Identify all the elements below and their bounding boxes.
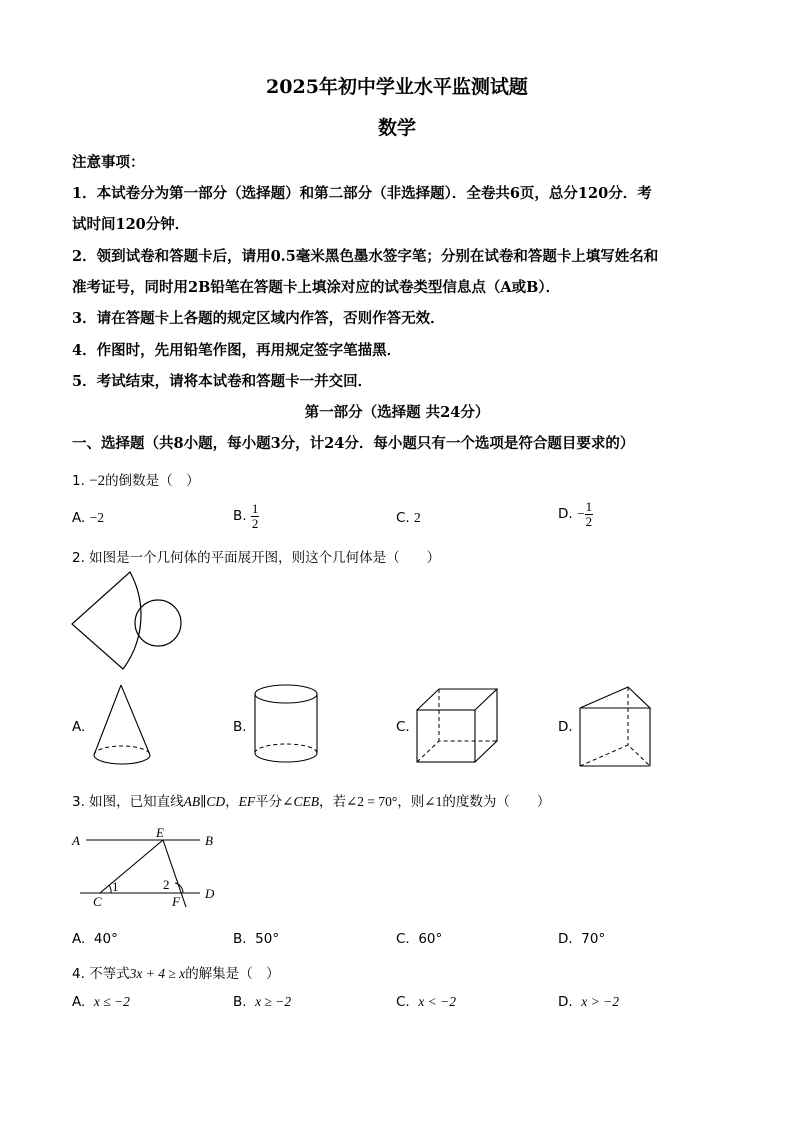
q1-option-a[interactable]: A. −2 <box>72 510 104 526</box>
notice-line: 试时间120分钟． <box>72 216 190 233</box>
question-4: 4. 不等式3x + 4 ≥ x的解集是（ ） <box>72 966 280 982</box>
section-heading: 一、选择题（共8小题，每小题3分，计24分．每小题只有一个选项是符合题目要求的） <box>72 435 635 452</box>
q2-option-a[interactable]: A. <box>72 719 86 735</box>
q1-option-b[interactable]: B. $\frac{1}{2}$ <box>233 501 259 531</box>
label-d: D <box>205 886 215 901</box>
q2-option-c[interactable]: C. <box>396 719 410 735</box>
notice-line: 5．考试结束，请将本试卷和答题卡一并交回． <box>72 373 373 390</box>
subject-title: 数学 <box>377 117 416 139</box>
label-b: B <box>205 833 213 848</box>
part1-heading: 第一部分（选择题 共24分） <box>304 404 490 421</box>
label-c: C <box>93 894 102 909</box>
question-3: 3. 如图，已知直线AB∥CD，EF平分∠CEB，若∠2 = 70°，则∠1的度数为（ ） <box>72 794 551 810</box>
math-expr: −2 <box>89 473 106 489</box>
notice-heading: 注意事项： <box>72 154 145 171</box>
fraction: $\frac{1}{2}$ <box>585 499 593 529</box>
label-f: F <box>172 894 180 909</box>
q3-option-a[interactable]: A. 40° <box>72 931 118 947</box>
q1-option-c[interactable]: C. 2 <box>396 510 421 526</box>
notice-line: 1．本试卷分为第一部分（选择题）和第二部分（非选择题）．全卷共6页，总分120分．考 <box>72 185 652 202</box>
exam-title: 2025年初中学业水平监测试题 <box>266 76 528 98</box>
question-2: 2. 如图是一个几何体的平面展开图，则这个几何体是（ ） <box>72 550 441 566</box>
label-angle-1: 1 <box>112 879 119 894</box>
q4-option-a[interactable]: A. x ≤ −2 <box>72 994 130 1010</box>
notice-line: 3．请在答题卡上各题的规定区域内作答，否则作答无效． <box>72 310 445 327</box>
q2-option-d[interactable]: D. <box>558 719 573 735</box>
label-e: E <box>156 825 164 840</box>
question-number: 1. <box>72 473 85 489</box>
q1-option-d[interactable]: D. − $\frac{1}{2}$ <box>558 499 593 529</box>
question-text: 的倒数是（ ） <box>105 473 200 489</box>
label-a: A <box>72 833 80 848</box>
label-angle-2: 2 <box>163 877 170 892</box>
q3-option-c[interactable]: C. 60° <box>396 931 443 947</box>
notice-line: 4．作图时，先用铅笔作图，再用规定签字笔描黑． <box>72 342 402 359</box>
q4-option-c[interactable]: C. x < −2 <box>396 994 457 1010</box>
notice-line: 2．领到试卷和答题卡后，请用0.5毫米黑色墨水签字笔；分别在试卷和答题卡上填写姓名和 <box>72 248 659 265</box>
notice-line: 准考证号，同时用2B铅笔在答题卡上填涂对应的试卷类型信息点（A或B）． <box>72 279 561 296</box>
q4-option-b[interactable]: B. x ≥ −2 <box>233 994 292 1010</box>
q3-option-d[interactable]: D. 70° <box>558 931 606 947</box>
fraction: $\frac{1}{2}$ <box>251 501 259 531</box>
q4-option-d[interactable]: D. x > −2 <box>558 994 619 1010</box>
q2-option-b[interactable]: B. <box>233 719 247 735</box>
q3-option-b[interactable]: B. 50° <box>233 931 280 947</box>
